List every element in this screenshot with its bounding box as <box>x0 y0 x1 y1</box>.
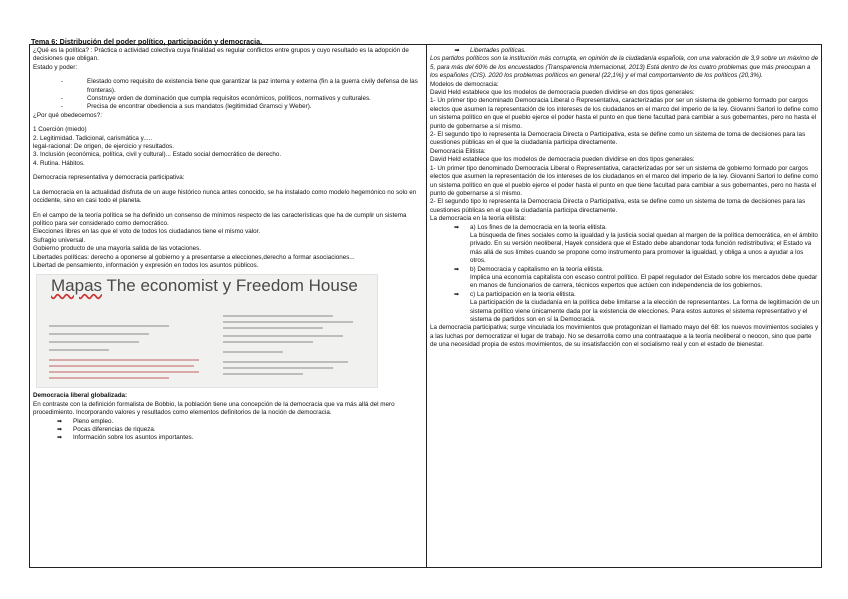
paragraph: Implica una economía capitalista con escaso control político. El papel regulador del Estado sobre los mercados debe quedar en manos de funcionarios de carrera, técnicos expertos que actúen con independencia de los gobiernos. <box>470 273 818 290</box>
paragraph: 1- Un primer tipo denominado Democracia Liberal o Representativa, caracterizadas por ser un sistema de gobierno formado por cargos electos que asumen la representación de los intereses de los ciudadanos en el marco del imperio de la ley. Giovanni Sartori lo define como un sistema político en que el pueblo ejerce el poder hasta el punto en que tiene facultad para cambiar a sus gobernantes, pero no hasta el punto de gobernarse a sí mismo. <box>430 97 819 130</box>
subsection-heading: ➡ a) Los fines de la democracia en la teoría elitista. <box>454 223 607 231</box>
democracy-types-heading: Democracia representativa y democracia participativa: <box>33 174 185 182</box>
column-divider <box>426 45 427 567</box>
paragraph: Gobierno producto de una mayoría salida de las votaciones. <box>33 245 202 253</box>
faint-text-line <box>49 341 139 343</box>
faint-text-line <box>223 315 333 317</box>
dash-icon: - <box>61 78 64 86</box>
paragraph: 2- El segundo tipo lo representa la Democracia Directa o Participativa, esta se define como un sistema de toma de decisiones para las cuestiones públicas en el que la ciudadanía participa directamente. <box>430 198 806 214</box>
paragraph: En el campo de la teoría política se ha definido un consenso de mínimos respecto de las características que ha de cumplir un sistema político para ser considerado como democrático. <box>33 211 407 227</box>
paragraph: La participación de la ciudadanía en la política debe limitarse a la elección de representantes. La forma de legitimación de un sistema político viene únicamente dada por la existencia de elecciones. Para estos autores el sistema representativo y el sistema de partidos son en sí la Democracia. <box>470 299 819 323</box>
list-item: ➡ Pleno empleo. <box>57 417 114 425</box>
faint-text-line <box>49 325 169 327</box>
paragraph: La democracia en la actualidad disfruta de un auge histórico nunca antes conocido, se ha instalado como modelo hegemónico no solo en occidente, sino en casi todo el planeta. <box>33 188 417 205</box>
paragraph: 2- El segundo tipo lo representa la Democracia Directa o Participativa, esta se define como un sistema de toma de decisiones para las cuestiones públicas en el que la ciudadanía participa directamente. <box>430 131 806 147</box>
list-item: - Construye orden de dominación que cumpla requisitos económicos, políticos, normativos y culturales. <box>61 95 371 103</box>
arrow-icon: ➡ <box>57 418 63 425</box>
arrow-icon: ➡ <box>57 426 63 433</box>
subsection-heading: ➡ b) Democracia y capitalismo en la teoría elitista. <box>454 265 604 273</box>
subsection-heading: ➡ c) La participación en la teoría elitista. <box>454 290 576 298</box>
list-item: 3. Inclusión (económica, política, civil y cultural)... Estado social democrático de derecho. <box>33 151 282 159</box>
paragraph: David Held establece que los modelos de democracia pueden dividirse en dos tipos generales: <box>430 89 695 97</box>
paragraph: 1- Un primer tipo denominado Democracia Liberal o Representativa, caracterizadas por ser un sistema de gobierno formado por cargos electos que asumen la representación de los intereses de los ciudadanos en el marco del imperio de la ley. Giovanni Sartori lo define como un sistema político en que el pueblo ejerce el poder hasta el punto en que tiene facultad para cambiar a sus gobernantes, pero no hasta el punto de gobernarse a sí mismo. <box>430 164 819 197</box>
list-item: - Elestado como requisito de existencia tiene que garantizar la paz interna y externa (fin a la guerra civily defensa de las fronteras). <box>61 78 418 94</box>
dash-icon: - <box>61 103 64 111</box>
paragraph: Sufragio universal. <box>33 236 86 244</box>
liberal-democracy-heading: Democracia liberal globalizada: <box>33 392 128 400</box>
paragraph: La democracia participativa; surge vinculada los movimientos que protagonizan el llamado mayo del 68: los nuevos movimientos sociales y a las luchas por democratizar el lugar de trabajo. No se desarrolla como una contraataque a la teoría neoliberal o neocon, sino que parte de una necesidad propia de estos movimientos, de su insatisfacción con el socialismo real y con el estado de bienestar. <box>430 324 819 349</box>
faint-text-line <box>49 377 169 379</box>
list-item: 1 Coerción (miedo) <box>33 126 87 134</box>
list-item: - Precisa de encontrar obediencia a sus mandatos (legitimidad Gramsci y Weber). <box>61 103 312 111</box>
paragraph: Libertad de pensamiento, información y expresión en todos los asuntos públicos. <box>33 261 259 269</box>
faint-text-line <box>223 327 323 329</box>
paragraph: Los partidos políticos son la institución más corrupta, en opinión de la ciudadanía española, con una valoración de 3,9 sobre un máximo de 5, para más del 60% de los encuestados (Transparencia Internacional, 2013) Está dentro de los cuatro problemas que más preocupan a los españoles (CIS). 2020 los problemas políticos en general (22,1%) y el mal comportamiento de los políticos (20,3%). <box>430 55 819 80</box>
paragraph: La búsqueda de fines sociales como la igualdad y la justicia social quedan al margen de la política democrática, en el ámbito privado. En su versión neoliberal, Hayek considera que el Estado debe abandonar toda función redistributiva; el Estado va más allá de sus límites cuando se propone como instrumento para promover la igualdad, y obliga a unos a ayudar a los otros. <box>470 231 818 265</box>
paragraph: Libertades políticas: derecho a oponerse al gobierno y a presentarse a elecciones,derecho a formar asociaciones... <box>33 253 355 261</box>
elitist-heading: Democracia Elitista: <box>430 147 486 155</box>
faint-text-line <box>223 373 303 375</box>
why-obey-heading: ¿Por qué obedecemos?: <box>33 111 102 119</box>
arrow-icon: ➡ <box>454 48 460 54</box>
arrow-icon: ➡ <box>454 266 460 273</box>
page-title: Tema 6: Distribución del poder político, participación y democracia. <box>31 37 263 46</box>
faint-text-line <box>223 367 333 369</box>
notes-table <box>29 44 822 568</box>
elitist-theory-heading: La democracia en la teoría elitista: <box>430 215 526 223</box>
models-heading: Modelos de democracia: <box>430 80 499 88</box>
faint-text-line <box>223 341 313 343</box>
political-freedoms-heading: ➡ Libertades políticas. <box>454 47 527 54</box>
list-item: ➡ Información sobre los asuntos importantes. <box>57 434 194 442</box>
faint-text-line <box>223 335 343 337</box>
list-item: 4. Rutina. Hábitos. <box>33 159 85 167</box>
faint-text-line <box>49 333 149 335</box>
paragraph: David Held establece que los modelos de democracia pueden dividirse en dos tipos generales: <box>430 156 695 164</box>
list-item: 2. Legitimidad. Tadicional, carismática y..... <box>33 134 153 142</box>
arrow-icon: ➡ <box>57 435 63 442</box>
paragraph: Elecciones libres en las que el voto de todos los ciudadanos tiene el mismo valor. <box>33 228 261 236</box>
faint-text-line <box>223 361 348 363</box>
right-column <box>430 47 820 350</box>
list-item: legal-racional: De origen, de ejercicio y resultados. <box>33 143 175 151</box>
state-power-heading: Estado y poder: <box>33 63 78 71</box>
arrow-icon: ➡ <box>454 224 460 231</box>
dash-icon: - <box>61 95 64 103</box>
faint-text-line <box>223 351 283 353</box>
faint-text-line <box>223 321 353 323</box>
left-column <box>33 47 421 443</box>
faint-text-line <box>49 365 194 367</box>
list-item: ➡ Pocas diferencias de riqueza. <box>57 425 156 433</box>
map-title: Mapas The economist y Freedom House <box>51 276 358 296</box>
faint-text-line <box>49 359 199 361</box>
faint-text-line <box>49 371 199 373</box>
faint-text-line <box>49 349 109 351</box>
paragraph: En contraste con la definición formalista de Bobbio, la población tiene una concepción de la democracia que va más allá del mero procedimiento. Incorporando valores y resultados como elementos definitorios de la noción de democracia. <box>33 400 395 417</box>
politics-definition: ¿Qué es la política? : Práctica o actividad colectiva cuya finalidad es regular conflictos entre grupos y cuyo resultado es la adopción de decisiones que obligan. <box>33 47 409 63</box>
maps-image <box>36 274 378 388</box>
arrow-icon: ➡ <box>454 291 460 298</box>
